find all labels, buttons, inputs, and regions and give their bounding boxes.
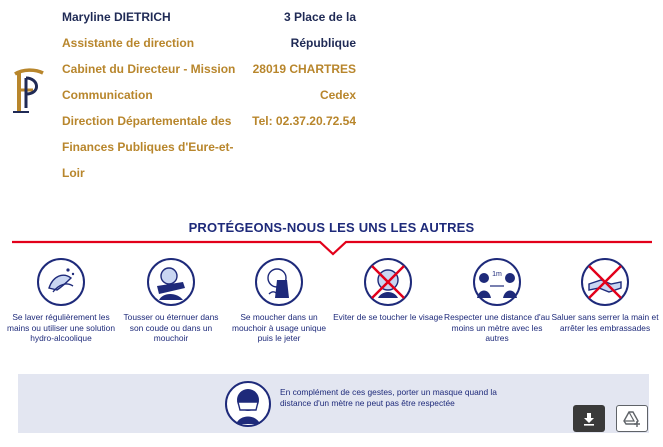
gesture-distance [442, 256, 552, 344]
distance-label: 1m [492, 271, 502, 278]
mask-notice-text: En complément de ces gestes, porter un masque quand la distance d'un mètre ne peut pas être respectée [280, 387, 497, 408]
address-cedex: Cedex [319, 88, 356, 102]
gesture-caption: Saluer sans serrer la main et arrêter les embrassades [551, 312, 659, 333]
tissue-icon [253, 256, 305, 308]
signature-name: Maryline DIETRICH [62, 10, 171, 24]
banner-title: PROTÉGEONS-NOUS LES UNS LES AUTRES [188, 220, 475, 235]
signature-address [240, 4, 356, 134]
cough-elbow-icon [145, 256, 197, 308]
hand-wash-icon [35, 256, 87, 308]
gesture-caption: Se moucher dans un mouchoir à usage unique puis le jeter [231, 312, 327, 343]
address-street-cont: République [290, 36, 356, 50]
barrier-gestures [0, 256, 663, 376]
address-street: 3 Place de la [283, 10, 356, 24]
distance-icon [471, 256, 523, 308]
address-phone: Tel: 02.37.20.72.54 [252, 114, 356, 128]
no-handshake-icon [579, 256, 631, 308]
gesture-tissue [224, 256, 334, 344]
signature-department-cont: Communication [62, 88, 153, 102]
address-city: 28019 CHARTRES [252, 62, 356, 76]
gesture-no-handshake [550, 256, 660, 333]
add-to-drive-icon [623, 411, 641, 427]
dgfip-logo [9, 66, 49, 116]
signature-org-cont: Finances Publiques d'Eure-et- [62, 140, 234, 154]
gesture-caption: Se laver régulièrement les mains ou utiliser une solution hydro-alcoolique [6, 312, 115, 343]
gesture-caption: Respecter une distance d'au moins un mètre avec les autres [444, 312, 550, 343]
no-face-touch-icon [362, 256, 414, 308]
signature-department: Cabinet du Directeur - Mission [62, 62, 236, 76]
gesture-no-face-touch [333, 256, 443, 323]
download-button[interactable] [573, 405, 605, 432]
signature-org-end: Loir [62, 166, 85, 180]
gesture-hand-wash [6, 256, 116, 344]
gesture-caption: Tousser ou éternuer dans son coude ou dans un mouchoir [123, 312, 219, 343]
signature-org: Direction Départementale des [62, 114, 232, 128]
banner-divider [0, 238, 663, 258]
gesture-caption: Eviter de se toucher le visage [333, 312, 443, 322]
mask-notice [18, 374, 649, 433]
add-to-drive-button[interactable] [616, 405, 648, 432]
signature-contact [62, 4, 244, 186]
gesture-cough [116, 256, 226, 344]
download-icon [582, 412, 596, 426]
signature-role: Assistante de direction [62, 36, 195, 50]
face-mask-icon [224, 380, 272, 428]
